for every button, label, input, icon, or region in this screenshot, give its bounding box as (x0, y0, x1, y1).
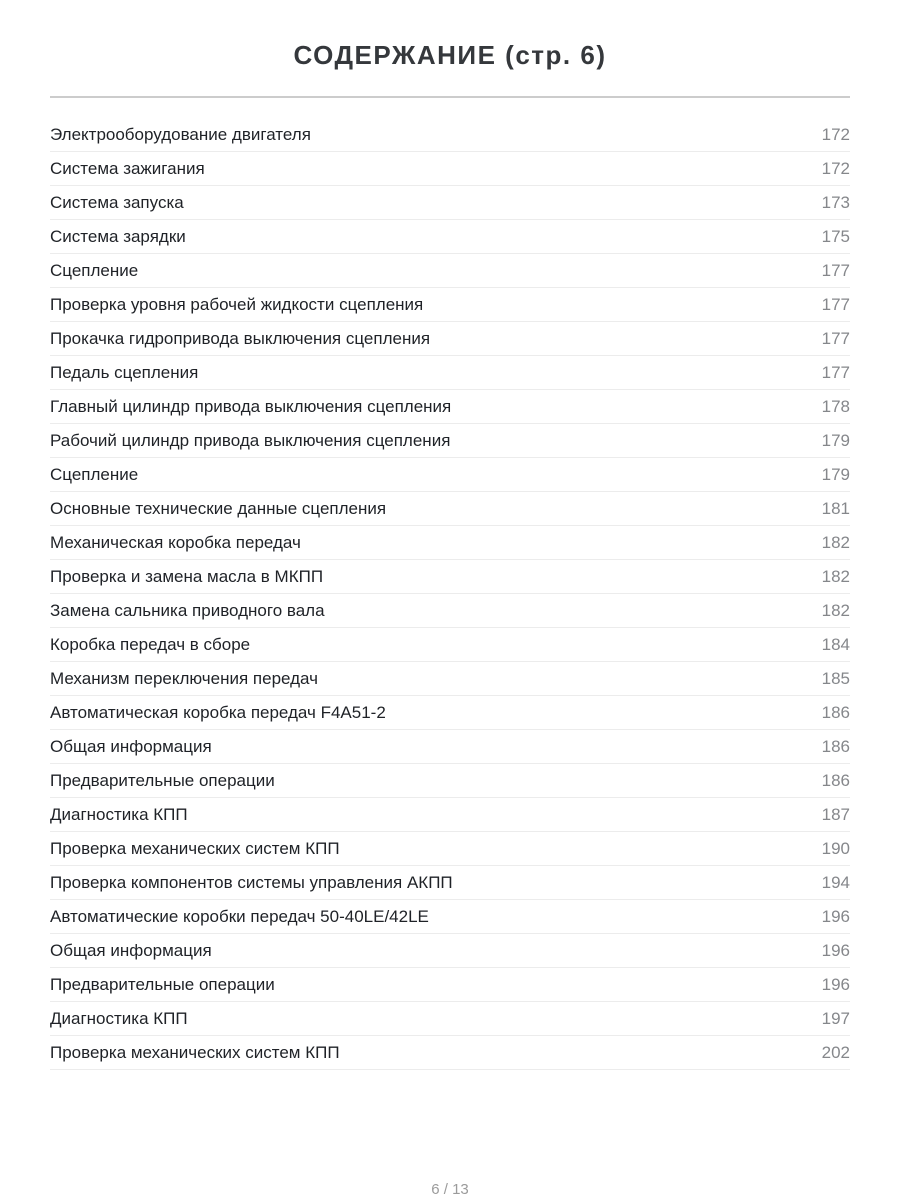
toc-entry[interactable] (50, 730, 850, 764)
toc-entry[interactable] (50, 492, 850, 526)
toc-entry-page-number: 185 (821, 668, 850, 688)
toc-entry-page-number: 181 (821, 498, 850, 518)
toc-entry-label: Сцепление (50, 260, 139, 280)
toc-entry-label: Автоматические коробки передач 50-40LE/42LE (50, 906, 429, 926)
toc-entry[interactable] (50, 798, 850, 832)
toc-entry-label: Проверка компонентов системы управления АКПП (50, 872, 453, 892)
toc-entry[interactable] (50, 662, 850, 696)
toc-entry-label: Система зажигания (50, 158, 205, 178)
toc-entry-page-number: 178 (821, 396, 850, 416)
toc-entry[interactable] (50, 866, 850, 900)
toc-entry[interactable] (50, 628, 850, 662)
toc-entry-label: Проверка механических систем КПП (50, 838, 340, 858)
toc-entry-label: Коробка передач в сборе (50, 634, 251, 654)
toc-entry-label: Сцепление (50, 464, 139, 484)
toc-entry-page-number: 179 (821, 464, 850, 484)
toc-entry-label: Диагностика КПП (50, 804, 188, 824)
toc-page (0, 40, 900, 1200)
toc-entry[interactable] (50, 152, 850, 186)
toc-entry-page-number: 173 (821, 192, 850, 212)
toc-entry-label: Система зарядки (50, 226, 186, 246)
toc-list (50, 118, 850, 1070)
toc-entry[interactable] (50, 900, 850, 934)
toc-entry-page-number: 196 (821, 974, 850, 994)
toc-entry[interactable] (50, 594, 850, 628)
toc-entry[interactable] (50, 968, 850, 1002)
toc-entry-page-number: 194 (821, 872, 850, 892)
toc-entry-label: Электрооборудование двигателя (50, 124, 311, 144)
toc-entry-page-number: 182 (821, 566, 850, 586)
toc-entry[interactable] (50, 322, 850, 356)
toc-entry-label: Главный цилиндр привода выключения сцепления (50, 396, 452, 416)
toc-entry-page-number: 177 (821, 362, 850, 382)
toc-entry[interactable] (50, 186, 850, 220)
toc-entry[interactable] (50, 356, 850, 390)
toc-entry-page-number: 186 (821, 702, 850, 722)
title-divider (50, 96, 850, 98)
toc-entry-page-number: 182 (821, 532, 850, 552)
toc-entry[interactable] (50, 288, 850, 322)
page-indicator: 6 / 13 (431, 1181, 469, 1198)
toc-entry-label: Педаль сцепления (50, 362, 199, 382)
toc-entry-label: Прокачка гидропривода выключения сцепления (50, 328, 431, 348)
toc-entry[interactable] (50, 118, 850, 152)
toc-entry-page-number: 179 (821, 430, 850, 450)
toc-entry-label: Замена сальника приводного вала (50, 600, 325, 620)
toc-entry-page-number: 177 (821, 328, 850, 348)
toc-entry-label: Автоматическая коробка передач F4A51-2 (50, 702, 386, 722)
toc-entry-page-number: 187 (821, 804, 850, 824)
toc-entry[interactable] (50, 1036, 850, 1070)
toc-entry[interactable] (50, 526, 850, 560)
toc-entry-page-number: 186 (821, 736, 850, 756)
toc-entry-label: Проверка и замена масла в МКПП (50, 566, 324, 586)
toc-entry-page-number: 186 (821, 770, 850, 790)
toc-entry-page-number: 190 (821, 838, 850, 858)
toc-entry-label: Проверка механических систем КПП (50, 1042, 340, 1062)
toc-entry-page-number: 202 (821, 1042, 850, 1062)
toc-entry-label: Предварительные операции (50, 974, 275, 994)
toc-entry[interactable] (50, 1002, 850, 1036)
toc-entry-label: Общая информация (50, 940, 212, 960)
toc-entry[interactable] (50, 458, 850, 492)
toc-entry[interactable] (50, 764, 850, 798)
toc-entry-page-number: 172 (821, 124, 850, 144)
toc-entry-label: Механизм переключения передач (50, 668, 318, 688)
toc-entry-label: Общая информация (50, 736, 212, 756)
toc-entry[interactable] (50, 560, 850, 594)
toc-entry-page-number: 196 (821, 906, 850, 926)
page-title: СОДЕРЖАНИЕ (стр. 6) (293, 40, 607, 70)
toc-entry-label: Проверка уровня рабочей жидкости сцепления (50, 294, 424, 314)
toc-entry-label: Диагностика КПП (50, 1008, 188, 1028)
toc-entry[interactable] (50, 390, 850, 424)
toc-entry[interactable] (50, 696, 850, 730)
toc-entry-page-number: 182 (821, 600, 850, 620)
toc-entry-page-number: 177 (821, 294, 850, 314)
toc-entry-label: Система запуска (50, 192, 184, 212)
toc-entry[interactable] (50, 254, 850, 288)
toc-entry-page-number: 196 (821, 940, 850, 960)
toc-entry-page-number: 175 (821, 226, 850, 246)
toc-entry-page-number: 184 (821, 634, 850, 654)
toc-entry[interactable] (50, 934, 850, 968)
toc-entry[interactable] (50, 424, 850, 458)
toc-entry-label: Основные технические данные сцепления (50, 498, 387, 518)
toc-entry-page-number: 177 (821, 260, 850, 280)
toc-entry-label: Рабочий цилиндр привода выключения сцепления (50, 430, 451, 450)
toc-entry[interactable] (50, 220, 850, 254)
toc-entry-label: Механическая коробка передач (50, 532, 301, 552)
toc-entry[interactable] (50, 832, 850, 866)
toc-entry-page-number: 172 (821, 158, 850, 178)
toc-entry-page-number: 197 (821, 1008, 850, 1028)
toc-entry-label: Предварительные операции (50, 770, 275, 790)
